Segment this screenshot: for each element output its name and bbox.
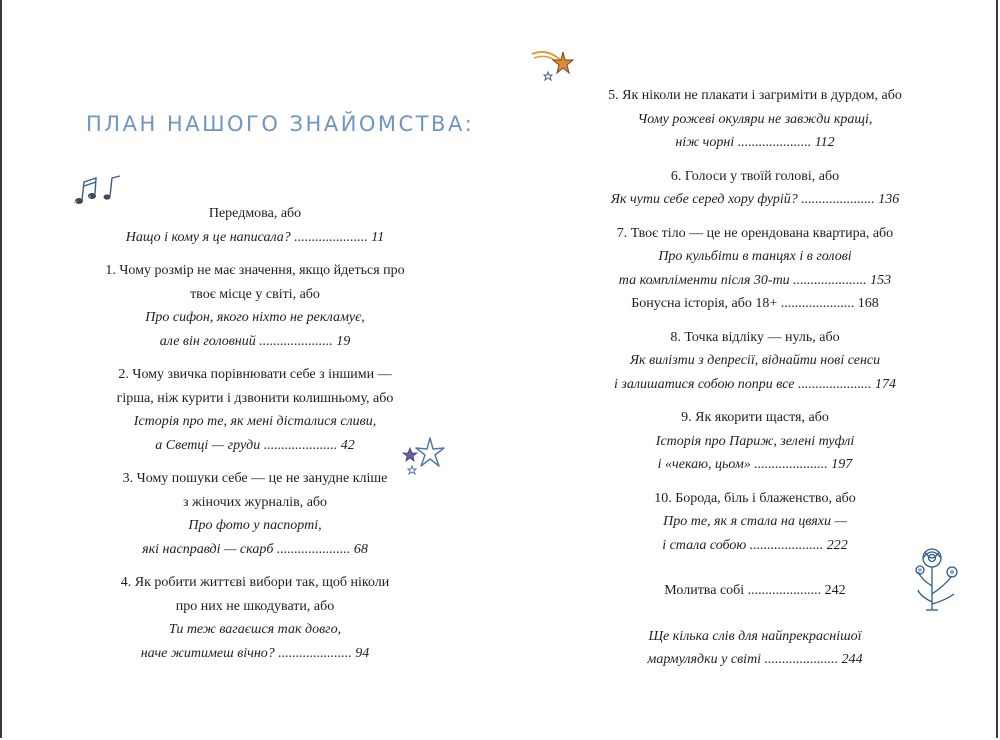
- toc-entry: [560, 487, 950, 558]
- toc-entry: [60, 259, 450, 353]
- toc-entry-line: і залишатися собою попри все ..................... 174: [614, 376, 896, 392]
- toc-entry: [560, 625, 950, 672]
- toc-entry-line: 8. Точка відліку — нуль, або: [670, 329, 840, 345]
- toc-entry-line: Про фото у паспорті,: [188, 518, 322, 533]
- toc-entry-line: 9. Як якорити щастя, або: [681, 410, 829, 425]
- toc-entry-line: 5. Як ніколи не плакати і загриміти в дурдом, або: [608, 88, 902, 103]
- toc-entry-line: 7. Твоє тіло — це не орендована квартира, або: [616, 225, 894, 241]
- toc-left-column: [60, 202, 450, 665]
- toc-entry-line: Молитва собі ..................... 242: [664, 583, 846, 598]
- toc-entry-line: Про кульбіти в танцях і в голові: [658, 249, 852, 264]
- shooting-star-icon: [530, 44, 578, 86]
- toc-entry: [60, 571, 450, 665]
- toc-entry: [560, 165, 950, 212]
- toc-entry-line: і «чекаю, цьом» ..................... 197: [657, 457, 853, 472]
- toc-entry-line: та компліменти після 30-ти ..................... 153: [618, 272, 892, 288]
- toc-entry-line: ніж чорні ..................... 112: [675, 135, 835, 150]
- toc-entry-line: Чому рожеві окуляри не завжди кращі,: [637, 111, 873, 127]
- toc-entry: [560, 406, 950, 477]
- toc-entry-line: Про те, як я стала на цвяхи —: [663, 514, 847, 529]
- toc-entry: [60, 467, 450, 561]
- toc-entry: [560, 579, 950, 603]
- toc-entry-line: Про сифон, якого ніхто не рекламує,: [145, 310, 365, 325]
- toc-entry-line: 3. Чому пошуки себе — це не занудне кліше: [122, 471, 388, 486]
- toc-entry-line: Нащо і кому я це написала? ..................... 11: [125, 229, 385, 245]
- toc-entry-line: наче житимеш вічно? ..................... 94: [140, 645, 370, 661]
- toc-entry-line: які насправді — скарб ..................... 68: [142, 541, 368, 557]
- toc-entry-line: 10. Борода, біль і блаженство, або: [654, 490, 856, 506]
- toc-entry-line: Як вилізти з депресії, віднайти нові сенси: [629, 353, 881, 368]
- toc-entry: [560, 326, 950, 397]
- toc-title: ПЛАН НАШОГО ЗНАЙОМСТВА:: [86, 112, 475, 136]
- toc-entry: [60, 202, 450, 249]
- toc-entry-line: 4. Як робити життєві вибори так, щоб ніколи: [120, 575, 390, 590]
- toc-entry-line: твоє місце у світі, або: [190, 286, 320, 302]
- toc-entry-line: Як чути себе серед хору фурій? ..................... 136: [610, 192, 900, 207]
- toc-entry-line: а Светці — груди ..................... 42: [155, 437, 355, 453]
- toc-entry: [560, 222, 950, 316]
- toc-entry-line: Ще кілька слів для найпрекраснішої: [648, 628, 862, 644]
- toc-entry-line: мармулядки у світі ..................... 244: [647, 652, 863, 667]
- toc-entry-line: але він головний ..................... 19: [159, 333, 351, 349]
- toc-entry-line: про них не шкодувати, або: [175, 598, 335, 614]
- toc-entry-line: Історія про Париж, зелені туфлі: [655, 433, 855, 449]
- toc-entry-line: Бонусна історія, або 18+ ..................... 168: [631, 296, 879, 311]
- toc-right-column: [560, 84, 950, 672]
- toc-entry-line: і стала собою ..................... 222: [662, 537, 848, 553]
- toc-entry-line: 2. Чому звичка порівнювати себе з іншими —: [118, 367, 392, 382]
- toc-entry-line: Ти теж вагаєшся так довго,: [168, 622, 342, 637]
- toc-entry: [60, 363, 450, 457]
- toc-entry-line: з жіночих журналів, або: [182, 494, 328, 510]
- toc-entry-line: Історія про те, як мені дісталися сливи,: [133, 414, 377, 429]
- toc-entry-line: гірша, ніж курити і дзвонити колишньому, або: [116, 390, 394, 406]
- toc-entry-line: 1. Чому розмір не має значення, якщо йдеться про: [105, 263, 405, 278]
- toc-entry: [560, 84, 950, 155]
- toc-entry-line: 6. Голоси у твоїй голові, або: [670, 168, 840, 184]
- toc-entry-line: Передмова, або: [208, 206, 302, 221]
